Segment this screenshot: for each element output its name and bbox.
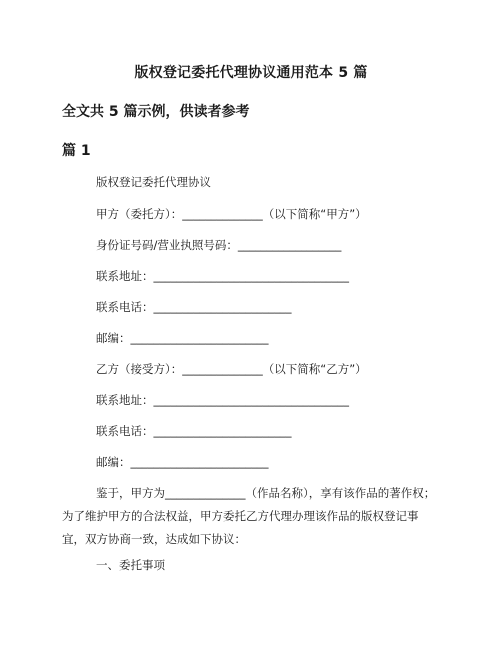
- recital-paragraph: [62, 482, 440, 551]
- recital-text: 鉴于，甲方为______________（作品名称），享有该作品的著作权；为了维护甲方的合法权益，甲方委托乙方代理办理该作品的版权登记事宜，双方协商一致，达成如下协议：: [62, 486, 436, 546]
- party-a-id-line: 身份证号码/营业执照号码：__________________: [96, 238, 342, 252]
- document-title: 版权登记委托代理协议通用范本 5 篇: [134, 65, 368, 81]
- party-a-address-line: 联系地址：__________________________________: [96, 269, 349, 283]
- party-b-line: 乙方（接受方）：______________（以下简称“乙方”）: [96, 362, 367, 376]
- party-a-line: 甲方（委托方）：______________（以下简称“甲方”）: [96, 207, 367, 221]
- party-b-postcode-line: 邮编：________________________: [96, 455, 269, 469]
- party-b-address-line: 联系地址：__________________________________: [96, 393, 349, 407]
- document-subtitle: 全文共 5 篇示例，供读者参考: [62, 104, 250, 120]
- party-a-postcode-line: 邮编：________________________: [96, 331, 269, 345]
- clause-heading: 一、委托事项: [96, 558, 165, 572]
- party-a-phone-line: 联系电话：________________________: [96, 300, 292, 314]
- section-heading: 篇 1: [62, 143, 91, 159]
- agreement-name: 版权登记委托代理协议: [96, 175, 211, 189]
- party-b-phone-line: 联系电话：________________________: [96, 424, 292, 438]
